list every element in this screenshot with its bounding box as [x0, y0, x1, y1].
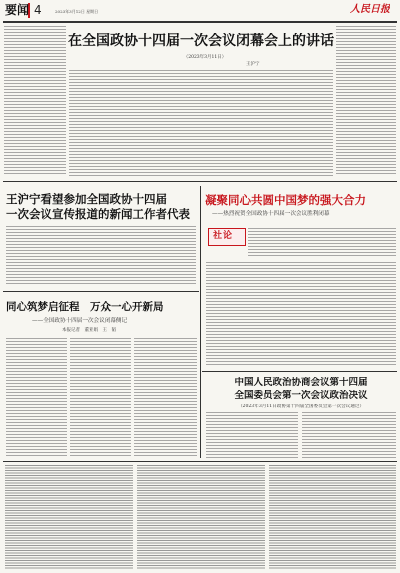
top-story-title: 在全国政协十四届一次会议闭幕会上的讲话	[68, 33, 334, 49]
right-story-subtitle: ——热烈祝贺全国政协十四届一次会议胜利闭幕	[212, 211, 330, 217]
middle-left-title: 同心筑梦启征程 万众一心开新局	[6, 301, 164, 313]
middle-left-body-1	[6, 338, 67, 456]
top-story-body	[69, 70, 333, 176]
middle-left-subtitle: ——全国政协十四届一次会议闭幕侧记	[32, 318, 128, 324]
editorial-body-1	[248, 228, 396, 258]
left-story-body	[6, 226, 196, 286]
divider-1	[3, 181, 397, 182]
top-story-subtitle: （2023年3月11日）	[183, 55, 227, 60]
page-number: 4	[34, 3, 42, 17]
divider-4	[3, 461, 397, 462]
resolution-title-2: 全国委员会第一次会议政治决议	[234, 390, 368, 401]
section-label: 要闻	[5, 3, 30, 17]
middle-left-byline: 本报记者 董亚娟 王 韬	[62, 328, 116, 333]
column-divider	[200, 186, 201, 458]
left-story-title-2: 一次会议宣传报道的新闻工作者代表	[6, 207, 190, 221]
left-story-title-1: 王沪宁看望参加全国政协十四届	[6, 192, 167, 206]
newspaper-logo: 人民日报	[350, 4, 390, 15]
bottom-list-3	[269, 465, 396, 569]
top-right-column-text	[336, 26, 396, 176]
resolution-subtitle: （2023年3月11日政协第十四届全国委员会第一次会议通过）	[237, 404, 365, 409]
editorial-badge-label: 社论	[213, 231, 234, 241]
bottom-list-2	[137, 465, 265, 569]
right-story-title: 凝聚同心共圆中国梦的强大合力	[205, 193, 366, 207]
middle-left-body-2	[70, 338, 131, 456]
divider-2	[3, 291, 199, 292]
bottom-list-1	[5, 465, 133, 569]
masthead-rule	[3, 21, 397, 23]
top-left-column-text	[4, 26, 66, 176]
middle-left-body-3	[134, 338, 197, 456]
resolution-title-1: 中国人民政治协商会议第十四届	[234, 377, 368, 388]
masthead	[0, 0, 400, 22]
top-story-author: 王沪宁	[246, 62, 260, 67]
issue-date: 2023年3月12日 星期日	[55, 9, 99, 14]
editorial-body-2	[206, 262, 396, 367]
divider-3	[202, 371, 397, 372]
resolution-body-1	[206, 412, 298, 458]
resolution-body-2	[302, 412, 396, 458]
